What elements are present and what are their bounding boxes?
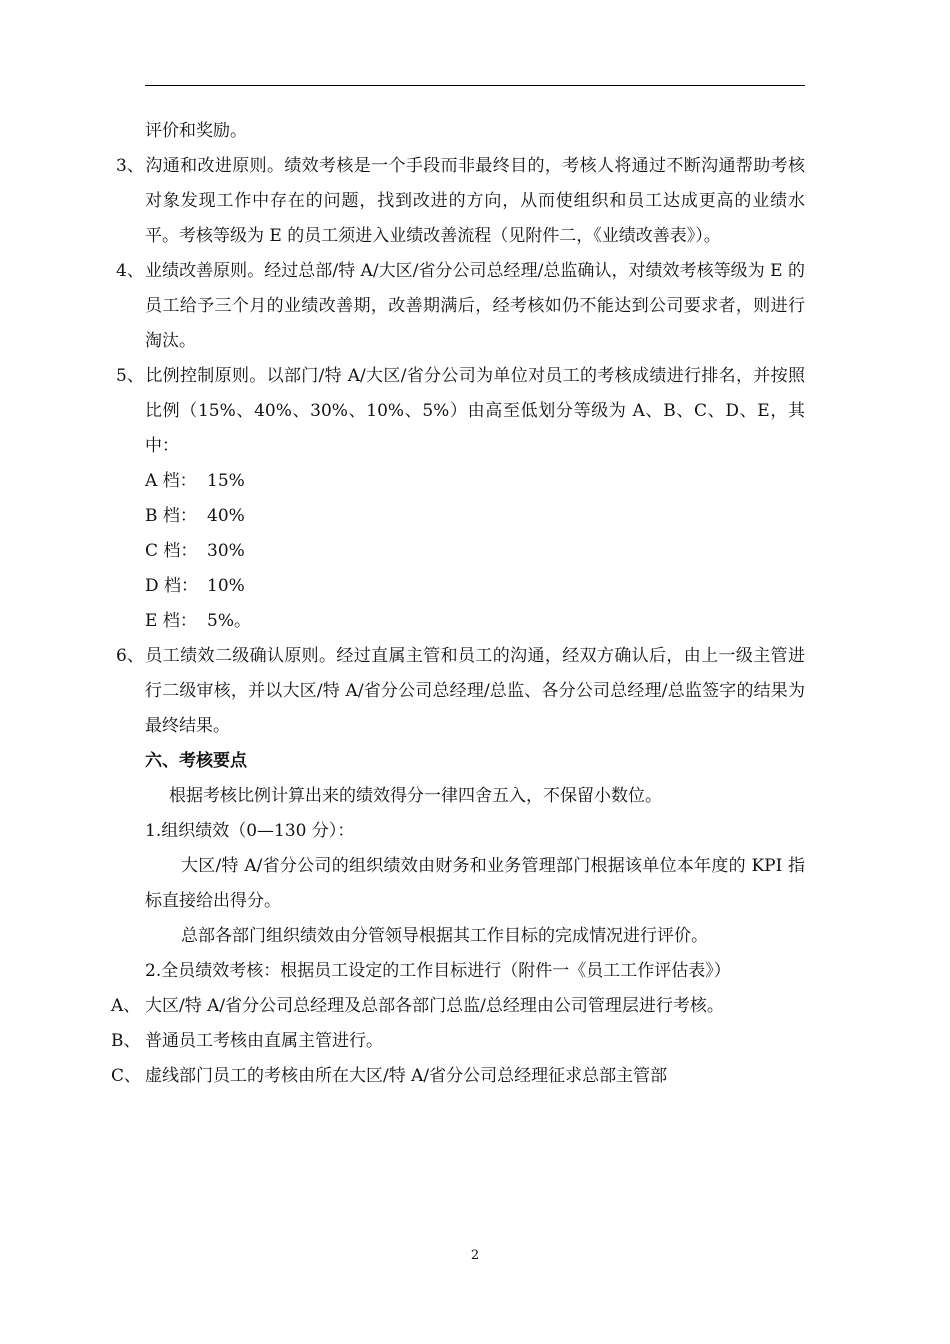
grade-value: 30% xyxy=(207,541,245,561)
grade-row-c xyxy=(145,534,805,569)
grade-value: 5%。 xyxy=(207,611,251,631)
grade-label: C 档： xyxy=(145,541,198,561)
org-performance-title: 1.组织绩效（0—130 分）： xyxy=(145,821,355,841)
sub-item-text: 虚线部门员工的考核由所在大区/特 A/省分公司总经理征求总部主管部 xyxy=(145,1066,668,1086)
section-heading: 六、考核要点 xyxy=(145,751,247,771)
grade-row-b xyxy=(145,499,805,534)
grade-row-a xyxy=(145,464,805,499)
item-number: 4、 xyxy=(116,261,144,281)
all-staff-title: 2.全员绩效考核：根据员工设定的工作目标进行（附件一《员工工作评估表》） xyxy=(145,961,731,981)
sub-item-text: 大区/特 A/省分公司总经理及总部各部门总监/总经理由公司管理层进行考核。 xyxy=(145,996,724,1016)
sub-item-number: A、 xyxy=(111,996,141,1016)
grade-value: 10% xyxy=(207,576,245,596)
grade-list xyxy=(145,464,805,639)
item-text: 沟通和改进原则。绩效考核是一个手段而非最终目的，考核人将通过不断沟通帮助考核对象发现工作中存在的问题，找到改进的方向，从而使组织和员工达成更高的业绩水平。考核等级为 E 的员工须进入业绩改善流程（见附件二，《业绩改善表》）。 xyxy=(145,156,805,246)
grade-value: 40% xyxy=(207,506,245,526)
principle-item-3 xyxy=(116,149,805,254)
org-performance-paragraph-2: 总部各部门组织绩效由分管领导根据其工作目标的完成情况进行评价。 xyxy=(181,926,708,946)
sub-item-number: C、 xyxy=(111,1066,142,1086)
sub-item-number: B、 xyxy=(111,1031,141,1051)
grade-label: B 档： xyxy=(145,506,197,526)
item-text: 业绩改善原则。经过总部/特 A/大区/省分公司总经理/总监确认，对绩效考核等级为 E 的员工给予三个月的业绩改善期，改善期满后，经考核如仍不能达到公司要求者，则进行淘汰。 xyxy=(145,261,805,351)
grade-value: 15% xyxy=(207,471,245,491)
principle-item-5 xyxy=(116,359,805,464)
grade-row-d xyxy=(145,569,805,604)
page-number: 2 xyxy=(470,1248,480,1263)
sub-item-a xyxy=(111,989,805,1024)
grade-label: A 档： xyxy=(145,471,197,491)
continued-text: 评价和奖励。 xyxy=(145,121,247,141)
grade-label: D 档： xyxy=(145,576,199,596)
principle-item-4 xyxy=(116,254,805,359)
rounding-note: 根据考核比例计算出来的绩效得分一律四舍五入，不保留小数位。 xyxy=(169,786,662,806)
item-number: 3、 xyxy=(116,156,144,176)
item-text: 员工绩效二级确认原则。经过直属主管和员工的沟通，经双方确认后，由上一级主管进行二级审核，并以大区/特 A/省分公司总经理/总监、各分公司总经理/总监签字的结果为最终结果。 xyxy=(145,646,805,736)
item-number: 6、 xyxy=(116,646,144,666)
item-text: 比例控制原则。以部门/特 A/大区/省分公司为单位对员工的考核成绩进行排名，并按照比例（15%、40%、30%、10%、5%）由高至低划分等级为 A、B、C、D、E，其中： xyxy=(145,366,805,456)
principle-item-6 xyxy=(116,639,805,744)
document-body xyxy=(111,114,805,1094)
item-number: 5、 xyxy=(116,366,144,386)
sub-item-b xyxy=(111,1024,805,1059)
sub-item-c xyxy=(111,1059,805,1094)
grade-row-e xyxy=(145,604,805,639)
grade-label: E 档： xyxy=(145,611,197,631)
org-performance-paragraph-1: 大区/特 A/省分公司的组织绩效由财务和业务管理部门根据该单位本年度的 KPI 指标直接给出得分。 xyxy=(145,856,805,911)
header-rule xyxy=(145,85,805,86)
sub-item-text: 普通员工考核由直属主管进行。 xyxy=(145,1031,383,1051)
